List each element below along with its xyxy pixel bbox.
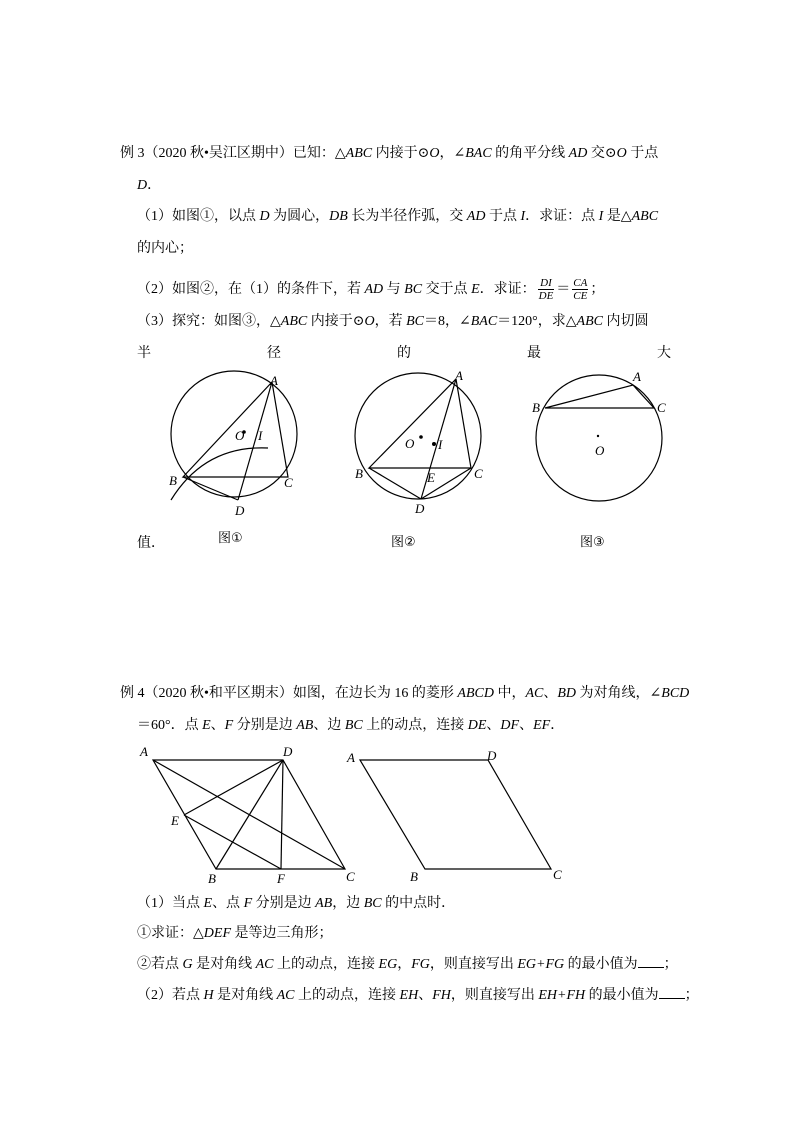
caption-fig1: 图① (218, 530, 243, 545)
left-label-b: B (208, 871, 216, 886)
ex3-part1: （1）如图①，以点 D 为圆心，DB 长为半径作弧，交 AD 于点 I．求证：点 I 是△ABC (137, 209, 659, 224)
left-ef (184, 815, 281, 869)
left-label-e: E (171, 813, 179, 828)
left-label-f: F (277, 871, 285, 886)
right-label-a: A (347, 750, 355, 765)
fraction-ca-ce: $\frac{CA}{CE}$ (573, 277, 588, 303)
fig3-label-o: O (595, 443, 605, 458)
right-label-d: D (487, 748, 497, 763)
right-label-b: B (410, 869, 418, 884)
fig2-label-c: C (474, 466, 483, 481)
rhombus-right (360, 760, 551, 869)
ex4-line1: 例 4（2020 秋•和平区期末）如图，在边长为 16 的菱形 ABCD 中，AC、BD 为对角线，∠BCD (120, 686, 690, 701)
ex4-q2: （2）若点 H 是对角线 AC 上的动点，连接 EH、FH，则直接写出 EH+FH 的最小值为 ； (137, 988, 699, 1003)
answer-blank-1[interactable] (638, 955, 664, 968)
ex3-line2: D． (137, 178, 162, 193)
fig1-label-d: D (235, 503, 245, 518)
left-diag-bd (216, 760, 283, 869)
fig1-label-i: I (258, 428, 263, 443)
caption-fig2: 图② (391, 534, 416, 549)
fig2-label-a: A (455, 368, 463, 383)
fig2-label-b: B (355, 466, 363, 481)
left-label-a: A (140, 744, 148, 759)
left-label-c: C (346, 869, 355, 884)
fig1-label-c: C (284, 475, 293, 490)
left-de (184, 760, 283, 815)
ex3-part3: （3）探究：如图③，△ABC 内接于⊙O，若 BC＝8，∠BAC＝120°，求△ABC 内切圆 (137, 314, 649, 329)
fig2-label-o: O (405, 436, 415, 451)
fraction-di-de: $\frac{DI}{DE}$ (538, 277, 554, 303)
answer-blank-2[interactable] (659, 986, 685, 999)
fig2-label-d: D (415, 501, 425, 516)
fig1-label-b: B (169, 473, 177, 488)
left-df (281, 760, 283, 869)
ex4-line2: ＝60°．点 E、F 分别是边 AB、边 BC 上的动点，连接 DE、DF、EF． (137, 718, 565, 733)
fig1-circle (171, 371, 297, 497)
fig2-label-e: E (427, 470, 435, 485)
ex3-last: 值． (137, 536, 165, 551)
right-label-c: C (553, 867, 562, 882)
ex3-part1-line2: 的内心； (137, 241, 193, 256)
ex4-q1-ii: ②若点 G 是对角线 AC 上的动点，连接 EG，FG，则直接写出 EG+FG 的最小值为 ； (137, 957, 678, 972)
fig3-label-c: C (657, 400, 666, 415)
ex3-line1: 例 3（2020 秋•吴江区期中）已知：△ABC 内接于⊙O，∠BAC 的角平分线 AD 交⊙O 于点 (120, 146, 659, 161)
ex4-q1-i: ①求证：△DEF 是等边三角形； (137, 926, 333, 941)
ex3-part2: （2）如图②，在（1）的条件下，若 AD 与 BC 交于点 E．求证： $\frac{DI}{DE}$ ＝ $\frac{CA}{CE}$ ； (137, 277, 605, 303)
fig1-bd (183, 477, 238, 500)
fig2-triangle (369, 379, 471, 468)
fig3-label-b: B (532, 400, 540, 415)
ex3-spread-line: 半 径 的 最 大 (137, 346, 671, 361)
fig3-label-a: A (633, 369, 641, 384)
fig2-circle (355, 373, 481, 499)
caption-fig3: 图③ (580, 534, 605, 549)
ex4-q1: （1）当点 E、点 F 分别是边 AB，边 BC 的中点时． (137, 896, 456, 911)
fig1-label-o: O (235, 428, 245, 443)
fig2-label-i: I (438, 437, 443, 452)
left-label-d: D (283, 744, 293, 759)
fig1-label-a: A (270, 373, 278, 388)
